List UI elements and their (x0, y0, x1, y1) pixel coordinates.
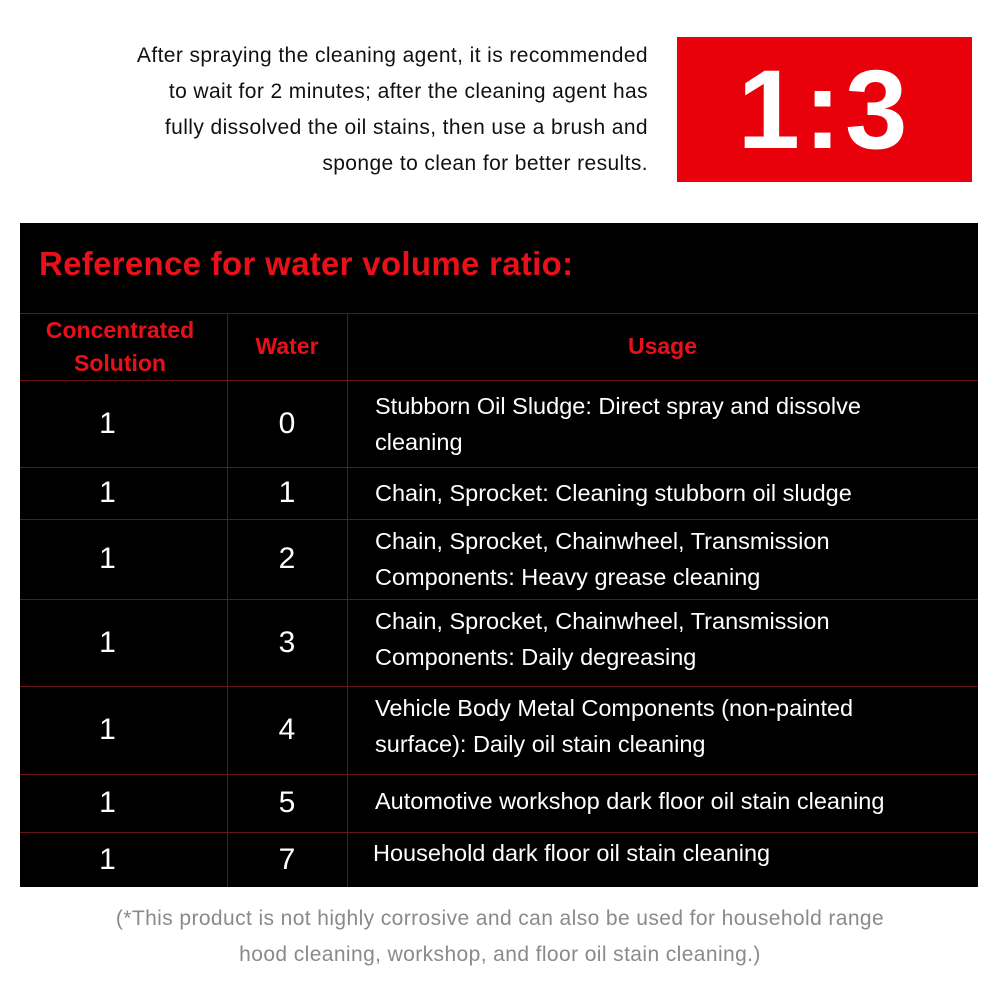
usage-cell (375, 686, 975, 766)
usage-cell (375, 774, 975, 828)
usage-line: Automotive workshop dark floor oil stain cleaning (375, 788, 885, 814)
usage-cell (375, 467, 975, 519)
usage-line: Vehicle Body Metal Components (non-painted (375, 695, 854, 721)
table-row (20, 774, 978, 832)
intro-line: After spraying the cleaning agent, it is recommended (136, 44, 648, 67)
water-cell: 3 (278, 625, 296, 659)
concentrate-cell: 1 (99, 542, 116, 575)
usage-line: Chain, Sprocket, Chainwheel, Transmission (375, 608, 830, 634)
water-cell: 1 (278, 476, 296, 509)
header-usage (347, 313, 978, 380)
ratio-badge-text: 1:3 (737, 47, 912, 172)
intro-paragraph (40, 38, 648, 182)
concentrate-cell: 1 (99, 625, 116, 659)
water-cell: 5 (278, 786, 296, 819)
usage-line: Components: Heavy grease cleaning (375, 564, 761, 590)
header-label: Water (255, 333, 319, 359)
water-cell: 2 (278, 542, 296, 575)
ratio-badge (677, 37, 972, 182)
table-title: Reference for water volume ratio: (39, 245, 574, 282)
water-cell: 7 (278, 842, 296, 876)
usage-line: surface): Daily oil stain cleaning (375, 731, 706, 757)
usage-cell (375, 519, 975, 599)
table-row (20, 599, 978, 686)
water-cell: 4 (278, 713, 296, 746)
usage-line: Chain, Sprocket, Chainwheel, Transmission (375, 528, 830, 554)
usage-line: Components: Daily degreasing (375, 644, 697, 670)
header-water (227, 313, 347, 380)
table-row (20, 686, 978, 774)
usage-line: Chain, Sprocket: Cleaning stubborn oil sludge (375, 480, 852, 506)
usage-line: cleaning (375, 428, 463, 455)
table-row (20, 380, 978, 467)
header-concentrated-solution (20, 313, 220, 380)
usage-cell (373, 832, 973, 874)
usage-cell (375, 599, 975, 679)
footnote (40, 901, 960, 973)
ratio-table-panel (20, 223, 978, 887)
usage-line: Household dark floor oil stain cleaning (373, 840, 771, 866)
intro-line: to wait for 2 minutes; after the cleaning agent has (168, 80, 648, 103)
concentrate-cell: 1 (99, 476, 116, 509)
concentrate-cell: 1 (99, 842, 116, 876)
footnote-line: hood cleaning, workshop, and floor oil stain cleaning.) (239, 943, 761, 966)
header-label: Usage (627, 333, 698, 359)
table-row (20, 832, 978, 887)
usage-line: Stubborn Oil Sludge: Direct spray and dissolve (375, 392, 861, 419)
table-row (20, 467, 978, 519)
usage-cell (375, 380, 975, 467)
header-label: Solution (74, 349, 166, 376)
concentrate-cell: 1 (99, 713, 116, 746)
header-label: Concentrated (45, 316, 195, 343)
footnote-line: (*This product is not highly corrosive and can also be used for household range (115, 907, 885, 930)
intro-line: fully dissolved the oil stains, then use a brush and (164, 116, 648, 139)
water-cell: 0 (278, 406, 296, 440)
concentrate-cell: 1 (99, 786, 116, 819)
intro-line: sponge to clean for better results. (322, 152, 648, 175)
concentrate-cell: 1 (99, 406, 116, 440)
table-row (20, 519, 978, 599)
